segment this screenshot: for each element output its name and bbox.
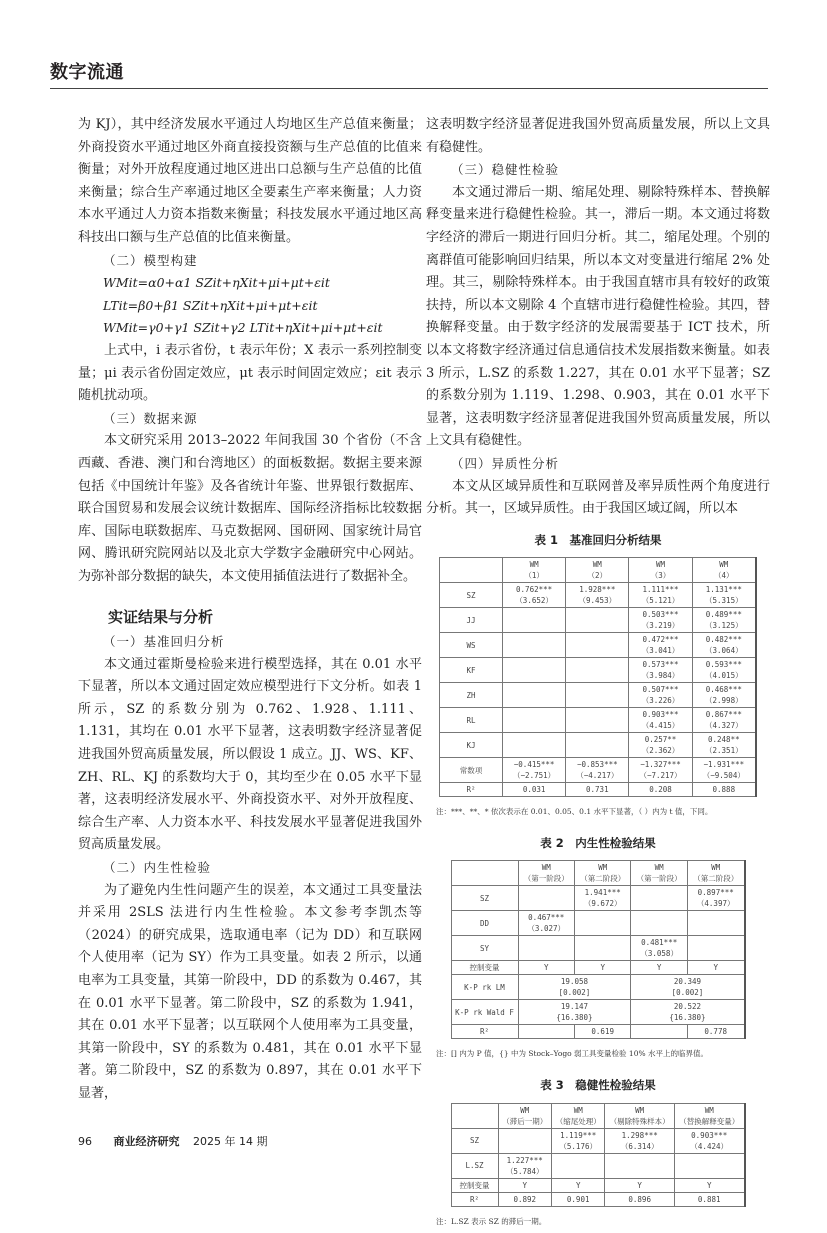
row-label: 控制变量: [451, 1178, 498, 1192]
cell: [692, 583, 756, 608]
cell: [692, 733, 756, 758]
row-label: K-P rk Wald F: [451, 1000, 518, 1025]
cell: [631, 911, 687, 936]
coefficient: −0.853***: [576, 760, 618, 770]
paragraph-baseline: 本文通过霍斯曼检验来进行模型选择，其在 0.01 水平下显著，所以本文通过固定效应模型进行下文分析。如表 1 所示，SZ 的系数分别为 0.762、1.928、1.111、1.131，其均在 0.01 水平下显著，这表明数字经济显著促进我国外贸高质量发展，所以假设 1 成立。JJ、WS、KF、ZH、RL、KJ 的系数均大于 0，其均至少在 0.05 水平下显著，这表明经济发展水平、外商投资水平、对外开放程度、综合生产率、人力资本水平、科技发展水平显著促进我国外贸高质量发展。: [78, 656, 422, 853]
col-header: WM: [573, 1105, 583, 1115]
coefficient: 0.481***: [641, 938, 678, 948]
coefficient: 0.257**: [644, 735, 677, 745]
cell: [574, 936, 630, 961]
statistic: （4.415）: [641, 721, 680, 731]
cell: [498, 1153, 551, 1178]
table2-title: 表 2 内生性检验结果: [540, 835, 656, 850]
cell: [687, 886, 744, 911]
coefficient: 0.593***: [705, 660, 742, 670]
subheading-robustness: （三）稳健性检验: [451, 162, 560, 178]
table-row-kp-wald: [451, 1000, 745, 1025]
cell: [503, 658, 566, 683]
coefficient: −1.327***: [640, 760, 681, 770]
col-header: WM: [711, 863, 721, 873]
coefficient: 0.762***: [516, 585, 553, 595]
page-number: 96: [78, 1135, 92, 1148]
cell: 0.881: [674, 1192, 744, 1206]
col-subheader: （3）: [650, 571, 671, 581]
cell: [631, 936, 687, 961]
col-header: WM: [592, 560, 602, 570]
statistic: （3.652）: [515, 596, 553, 606]
cell: [574, 911, 630, 936]
table-row: [440, 608, 757, 633]
cell: 0.778: [687, 1025, 744, 1039]
subheading-heterogeneity: （四）异质性分析: [451, 455, 560, 471]
row-label: 常数项: [440, 758, 503, 783]
col-header: WM: [654, 863, 664, 873]
statistic: （−2.751）: [513, 771, 556, 781]
statistic: （9.672）: [583, 899, 622, 909]
running-header: [50, 58, 768, 89]
coefficient: 1.111***: [642, 585, 679, 595]
col-header: WM: [655, 560, 666, 570]
statistic: （−7.217）: [639, 771, 682, 781]
table1-note: 注：***、**、* 依次表示在 0.01、0.05、0.1 水平下显著，（ ）内为 t 值，下同。: [436, 807, 713, 817]
table-row: [440, 733, 757, 758]
coefficient: 0.248**: [708, 735, 740, 745]
coefficient: 1.119***: [560, 1130, 597, 1140]
cell: [692, 633, 756, 658]
coefficient: 0.903***: [642, 710, 679, 720]
cell: 0.892: [498, 1192, 551, 1206]
cell: [574, 886, 630, 911]
paragraph-control-variables: 为 KJ），其中经济发展水平通过人均地区生产总值来衡量；外商投资水平通过地区外商直接投资额与生产总值的比值来衡量；对外开放程度通过地区进出口总额与生产总值的比值来衡量；综合生产率通过地区全要素生产率来衡量；人力资本水平通过人力资本指数来衡量；科技发展水平通过地区高科技出口额与生产总值的比值来衡量。: [78, 117, 422, 245]
col-header: WM: [520, 1105, 530, 1115]
table3-body: [451, 1128, 745, 1178]
row-label: JJ: [440, 608, 503, 633]
cell: [692, 608, 756, 633]
table-row-r2: [451, 1025, 745, 1039]
header-rule: [50, 88, 768, 89]
coefficient: 0.482***: [705, 635, 742, 645]
section-title: 数字流通: [50, 62, 124, 83]
coefficient: 1.298***: [621, 1130, 658, 1140]
row-label: R²: [451, 1025, 518, 1039]
cell: Y: [687, 961, 744, 975]
cell: [629, 758, 692, 783]
journal-name: 商业经济研究: [113, 1135, 180, 1148]
coefficient: 0.468***: [705, 685, 742, 695]
statistic: （3.027）: [527, 924, 566, 934]
statistic: （4.015）: [705, 671, 743, 681]
table-row: [440, 683, 757, 708]
coefficient: −0.415***: [513, 760, 555, 770]
coefficient: 0.867***: [705, 710, 742, 720]
cell: [503, 633, 566, 658]
equation-1: WMit=α0+α1 SZit+ηXit+μi+μt+εit: [103, 275, 330, 291]
col-subheader: （滞后一期）: [502, 1116, 548, 1126]
statistic: （5.315）: [705, 596, 743, 606]
col-subheader: （第二阶段）: [580, 874, 626, 884]
cell: [503, 583, 566, 608]
row-label: SY: [451, 936, 518, 961]
col-header: WM: [529, 560, 539, 570]
table3: [451, 1103, 746, 1207]
coefficient: 1.928***: [579, 585, 616, 595]
row-label: KF: [440, 658, 503, 683]
table3-title: 表 3 稳健性检验结果: [540, 1078, 656, 1093]
table-row: [440, 708, 757, 733]
table2: [451, 860, 746, 1039]
cell: 0.208: [629, 783, 692, 797]
subheading-baseline: （一）基准回归分析: [103, 634, 225, 650]
cell: 0.888: [692, 783, 756, 797]
cell: [674, 1128, 744, 1153]
coefficient: 1.227***: [506, 1155, 543, 1165]
cell: 19.147 {16.380}: [518, 1000, 631, 1025]
cell: 0.619: [574, 1025, 630, 1039]
cell: [518, 1025, 574, 1039]
cell: [566, 708, 629, 733]
table-header-row: [451, 861, 745, 886]
table2-note: 注：[] 内为 P 值，{} 中为 Stock–Yogo 弱工具变量检验 10% 水平上的临界值。: [436, 1049, 708, 1059]
cell: [605, 1153, 675, 1178]
col-header: WM: [635, 1105, 645, 1115]
cell: [518, 936, 574, 961]
page-footer: [78, 1133, 267, 1149]
cell: Y: [605, 1178, 675, 1192]
row-label: WS: [440, 633, 503, 658]
table-row: [440, 758, 757, 783]
table3-note: 注：L.SZ 表示 SZ 的滞后一期。: [436, 1216, 547, 1226]
coefficient: 0.489***: [705, 610, 742, 620]
col-subheader: （替换解释变量）: [679, 1116, 740, 1126]
table-row: [451, 1128, 745, 1153]
cell: [687, 936, 744, 961]
row-label: SZ: [451, 886, 518, 911]
paragraph-endogeneity: 为了避免内生性问题产生的误差，本文通过工具变量法并采用 2SLS 法进行内生性检验。本文参考李凯杰等（2024）的研究成果，选取通电率（记为 DD）和互联网个人使用率（记为 SY）作为工具变量。如表 2 所示，以通电率为工具变量，其第一阶段中，DD 的系数为 0.467，其在 0.01 水平下显著。第二阶段中，SZ 的系数为 1.941，其在 0.01 水平下显著；以互联网个人使用率为工具变量，其第一阶段中，SY 的系数为 0.481，其在 0.01 水平下显著。第二阶段中，SZ 的系数为 0.897，其在 0.01 水平下显著，: [78, 882, 422, 1101]
cell: 20.349 [0.002]: [631, 975, 745, 1000]
col-header: WM: [598, 863, 608, 873]
paragraph-heterogeneity: 本文从区域异质性和互联网普及率异质性两个角度进行分析。其一，区域异质性。由于我国区域辽阔，所以本: [426, 478, 770, 517]
subheading-model: （二）模型构建: [103, 252, 198, 268]
coefficient: 0.573***: [642, 660, 679, 670]
cell: [503, 708, 566, 733]
statistic: （5.784）: [505, 1166, 544, 1176]
cell: [629, 683, 692, 708]
statistic: （−9.504）: [702, 771, 745, 781]
table-row: [451, 1153, 745, 1178]
cell: [629, 583, 692, 608]
table-row: [440, 658, 757, 683]
statistic: （3.058）: [640, 949, 678, 959]
cell: Y: [518, 961, 574, 975]
row-label: R²: [451, 1192, 498, 1206]
row-label: R²: [440, 783, 503, 797]
statistic: （2.998）: [705, 696, 743, 706]
coefficient: 0.903***: [691, 1130, 728, 1140]
cell: [629, 608, 692, 633]
table-row-kp-lm: [451, 975, 745, 1000]
table-header-row: [440, 558, 757, 583]
cell: [692, 683, 756, 708]
statistic: （3.226）: [641, 696, 680, 706]
cell: Y: [574, 961, 630, 975]
cell: [503, 683, 566, 708]
statistic: （3.064）: [705, 646, 743, 656]
cell: Y: [631, 961, 687, 975]
cell: [631, 1025, 687, 1039]
statistic: （6.314）: [620, 1141, 659, 1151]
cell: [631, 886, 687, 911]
cell: [566, 608, 629, 633]
cell: [687, 911, 744, 936]
cell: [566, 633, 629, 658]
coefficient: 0.503***: [642, 610, 679, 620]
col-subheader: （第一阶段）: [636, 874, 682, 884]
table-header-row: [451, 1103, 745, 1128]
cell: [566, 758, 629, 783]
row-label: K-P rk LM: [451, 975, 518, 1000]
statistic: （9.453）: [578, 596, 617, 606]
coefficient: 1.941***: [584, 888, 621, 898]
table1: [439, 557, 757, 797]
coefficient: 0.472***: [642, 635, 679, 645]
row-label: SZ: [451, 1128, 498, 1153]
statistic: （2.362）: [641, 746, 680, 756]
cell: [674, 1153, 744, 1178]
statistic: （3.041）: [641, 646, 680, 656]
left-column: [78, 114, 422, 1106]
statistic: （2.351）: [705, 746, 743, 756]
cell: [503, 758, 566, 783]
row-label: SZ: [440, 583, 503, 608]
cell: [551, 1153, 604, 1178]
col-header: WM: [719, 560, 729, 570]
section-heading-results: 实证结果与分析: [108, 608, 214, 627]
cell: [692, 658, 756, 683]
row-label: RL: [440, 708, 503, 733]
cell: [518, 886, 574, 911]
table-row: [440, 583, 757, 608]
col-subheader: （缩尾处理）: [555, 1116, 601, 1126]
col-subheader: （剔除特殊样本）: [609, 1116, 670, 1126]
table1-title: 表 1 基准回归分析结果: [534, 532, 662, 547]
cell: [566, 733, 629, 758]
cell: [605, 1128, 675, 1153]
row-label: L.SZ: [451, 1153, 498, 1178]
paragraph-equation-notes: 上式中，i 表示省份，t 表示年份；X 表示一系列控制变量；μi 表示省份固定效应，μt 表示时间固定效应；εit 表示随机扰动项。: [78, 342, 422, 404]
cell: [566, 658, 629, 683]
table-row-r2: [440, 783, 757, 797]
col-subheader: （1）: [524, 571, 544, 581]
statistic: （4.424）: [690, 1141, 728, 1151]
statistic: （5.176）: [559, 1141, 597, 1151]
col-subheader: （第一阶段）: [523, 874, 569, 884]
statistic: （3.125）: [705, 621, 743, 631]
equation-2: LTit=β0+β1 SZit+ηXit+μi+μt+εit: [103, 297, 318, 313]
statistic: （5.121）: [641, 596, 680, 606]
cell: [692, 758, 756, 783]
table2-body: [451, 886, 745, 961]
cell: Y: [551, 1178, 604, 1192]
col-header: WM: [704, 1105, 714, 1115]
cell: [629, 733, 692, 758]
coefficient: −1.931***: [703, 760, 745, 770]
cell: 0.896: [605, 1192, 675, 1206]
col-subheader: （第二阶段）: [693, 874, 739, 884]
paragraph-robustness: 本文通过滞后一期、缩尾处理、剔除特殊样本、替换解释变量来进行稳健性检验。其一，滞后一期。本文通过将数字经济的滞后一期进行回归分析。其二，缩尾处理。个别的离群值可能影响回归结果，所以本文对变量进行缩尾 2% 处理。其三，剔除特殊样本。由于我国直辖市具有较好的政策扶持，所以本文剔除 4 个直辖市进行稳健性检验。其四，替换解释变量。由于数字经济的发展需要基于 ICT 技术，所以本文将数字经济通过信息通信技术发展指数来衡量。如表 3 所示，L.SZ 的系数 1.227，其在 0.01 水平下显著；SZ 的系数分别为 1.119、1.298、0.903，其在 0.01 水平下显著，这表明数字经济显著促进我国外贸高质量发展，所以上文具有稳健性。: [426, 184, 770, 449]
cell: Y: [674, 1178, 744, 1192]
coefficient: 1.131***: [705, 585, 742, 595]
row-label: DD: [451, 911, 518, 936]
paragraph-data-source: 本文研究采用 2013–2022 年间我国 30 个省份（不含西藏、香港、澳门和台湾地区）的面板数据。数据主要来源包括《中国统计年鉴》及各省统计年鉴、世界银行数据库、联合国贸易和发展会议统计数据库、国际经济指标比较数据库、国际电联数据库、马克数据网、国研网、国家统计局官网、腾讯研究院网站以及北京大学数字金融研究中心网站。为弥补部分数据的缺失，本文使用插值法进行了数据补全。: [78, 433, 422, 584]
col-subheader: （2）: [587, 571, 608, 581]
equation-3: WMit=γ0+γ1 SZit+γ2 LTit+ηXit+μi+μt+εit: [103, 320, 383, 336]
coefficient: 0.507***: [642, 685, 679, 695]
right-column: [426, 114, 770, 1233]
cell: [629, 658, 692, 683]
table-row-control: [451, 961, 745, 975]
table-row-control: [451, 1178, 745, 1192]
statistic: （3.984）: [641, 671, 680, 681]
cell: [503, 608, 566, 633]
coefficient: 0.897***: [697, 888, 734, 898]
cell: 0.901: [551, 1192, 604, 1206]
row-label: KJ: [440, 733, 503, 758]
subheading-data-source: （三）数据来源: [103, 410, 198, 426]
issue-label: 2025 年 14 期: [193, 1135, 268, 1148]
paragraph-endog-conclusion: 这表明数字经济显著促进我国外贸高质量发展，所以上文具有稳健性。: [426, 117, 770, 155]
cell: [518, 911, 574, 936]
cell: Y: [498, 1178, 551, 1192]
table-row-r2: [451, 1192, 745, 1206]
cell: 19.058 [0.002]: [518, 975, 631, 1000]
cell: [566, 683, 629, 708]
cell: [629, 633, 692, 658]
table1-body: [440, 583, 757, 783]
table-row: [451, 936, 745, 961]
subheading-endogeneity: （二）内生性检验: [103, 860, 212, 875]
cell: [566, 583, 629, 608]
cell: [629, 708, 692, 733]
cell: 20.522 {16.380}: [631, 1000, 745, 1025]
table-row: [451, 886, 745, 911]
cell: 0.731: [566, 783, 629, 797]
cell: [503, 733, 566, 758]
cell: [551, 1128, 604, 1153]
statistic: （4.327）: [705, 721, 743, 731]
table-row: [440, 633, 757, 658]
coefficient: 0.467***: [528, 913, 565, 923]
cell: [498, 1128, 551, 1153]
cell: [692, 708, 756, 733]
row-label: ZH: [440, 683, 503, 708]
row-label: 控制变量: [451, 961, 518, 975]
cell: 0.031: [503, 783, 566, 797]
col-header: WM: [541, 863, 551, 873]
statistic: （3.219）: [641, 621, 680, 631]
table-row: [451, 911, 745, 936]
statistic: （−4.217）: [576, 771, 619, 781]
statistic: （4.397）: [696, 899, 735, 909]
col-subheader: （4）: [714, 571, 734, 581]
